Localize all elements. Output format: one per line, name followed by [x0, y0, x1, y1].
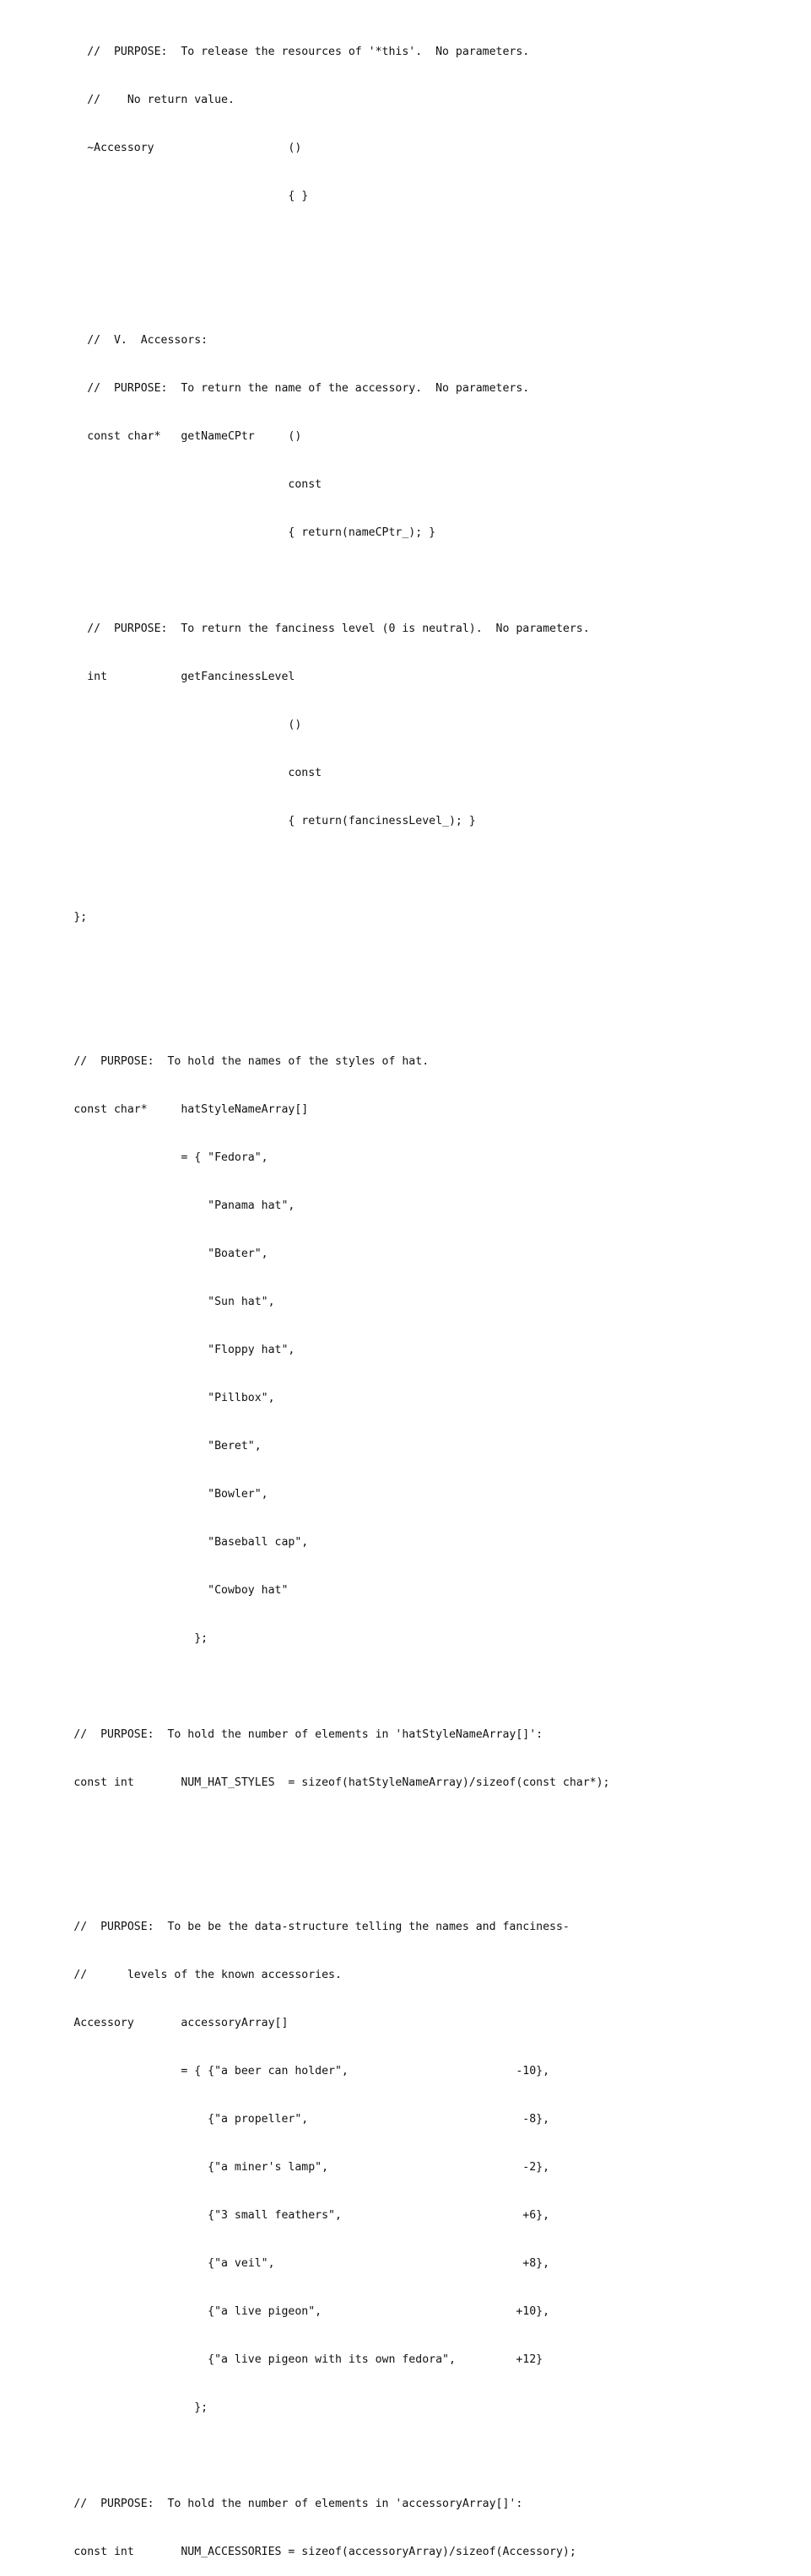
code-line: "Boater",	[0, 1248, 268, 1260]
code-line: // PURPOSE: To return the name of the accessory. No parameters.	[0, 382, 530, 395]
code-line: "Bowler",	[0, 1488, 268, 1501]
code-line: int getFancinessLevel	[0, 671, 295, 683]
code-line: };	[0, 2401, 208, 2414]
code-line: ()	[0, 719, 302, 731]
code-line	[0, 1005, 811, 1021]
code-line: Accessory accessoryArray[]	[0, 2017, 289, 2029]
code-line: {"a propeller", -8},	[0, 2113, 550, 2126]
code-line	[0, 1871, 811, 1887]
code-line: "Beret",	[0, 1440, 262, 1452]
code-line: // PURPOSE: To hold the number of elements in 'accessoryArray[]':	[0, 2498, 523, 2510]
code-line: { return(fancinessLevel_); }	[0, 815, 476, 827]
code-line: };	[0, 1632, 208, 1645]
code-line: const	[0, 478, 322, 491]
code-line: // V. Accessors:	[0, 334, 208, 347]
code-line	[0, 573, 811, 589]
code-line: "Floppy hat",	[0, 1344, 295, 1356]
code-line: { }	[0, 190, 309, 202]
code-line: {"a live pigeon", +10},	[0, 2305, 550, 2318]
code-line	[0, 2448, 811, 2464]
code-line: const char* hatStyleNameArray[]	[0, 1103, 309, 1116]
code-line: // No return value.	[0, 94, 235, 106]
code-line: {"3 small feathers", +6},	[0, 2209, 550, 2222]
code-line: {"a miner's lamp", -2},	[0, 2161, 550, 2174]
code-line: // PURPOSE: To be be the data-structure telling the names and fanciness-	[0, 1921, 570, 1933]
code-line: "Panama hat",	[0, 1199, 295, 1212]
code-line: // levels of the known accessories.	[0, 1969, 342, 1981]
code-line: const	[0, 767, 322, 779]
code-line: // PURPOSE: To hold the number of elements in 'hatStyleNameArray[]':	[0, 1728, 543, 1741]
code-line: {"a veil", +8},	[0, 2257, 550, 2270]
code-line: const int NUM_ACCESSORIES = sizeof(accessoryArray)/sizeof(Accessory);	[0, 2546, 576, 2558]
code-line: };	[0, 911, 88, 924]
code-line	[0, 284, 811, 300]
code-line: "Cowboy hat"	[0, 1584, 289, 1597]
code-line: = { {"a beer can holder", -10},	[0, 2065, 550, 2078]
code-line: "Baseball cap",	[0, 1536, 309, 1549]
code-line: // PURPOSE: To release the resources of '*this'. No parameters.	[0, 46, 530, 58]
code-listing	[0, 12, 811, 2576]
code-line: ~Accessory ()	[0, 142, 302, 154]
code-line: // PURPOSE: To hold the names of the styles of hat.	[0, 1055, 430, 1068]
code-line: // PURPOSE: To return the fanciness level (0 is neutral). No parameters.	[0, 622, 590, 635]
code-line	[0, 1823, 811, 1839]
code-line: const int NUM_HAT_STYLES = sizeof(hatStyleNameArray)/sizeof(const char*);	[0, 1776, 610, 1789]
code-line: "Pillbox",	[0, 1392, 275, 1404]
code-line	[0, 957, 811, 973]
code-line: const char* getNameCPtr ()	[0, 430, 302, 443]
code-line: {"a live pigeon with its own fedora", +12}	[0, 2353, 543, 2366]
code-line	[0, 861, 811, 877]
code-line	[0, 236, 811, 252]
code-line	[0, 1679, 811, 1695]
code-line: = { "Fedora",	[0, 1151, 268, 1164]
code-line: { return(nameCPtr_); }	[0, 526, 436, 539]
code-line: "Sun hat",	[0, 1296, 275, 1308]
